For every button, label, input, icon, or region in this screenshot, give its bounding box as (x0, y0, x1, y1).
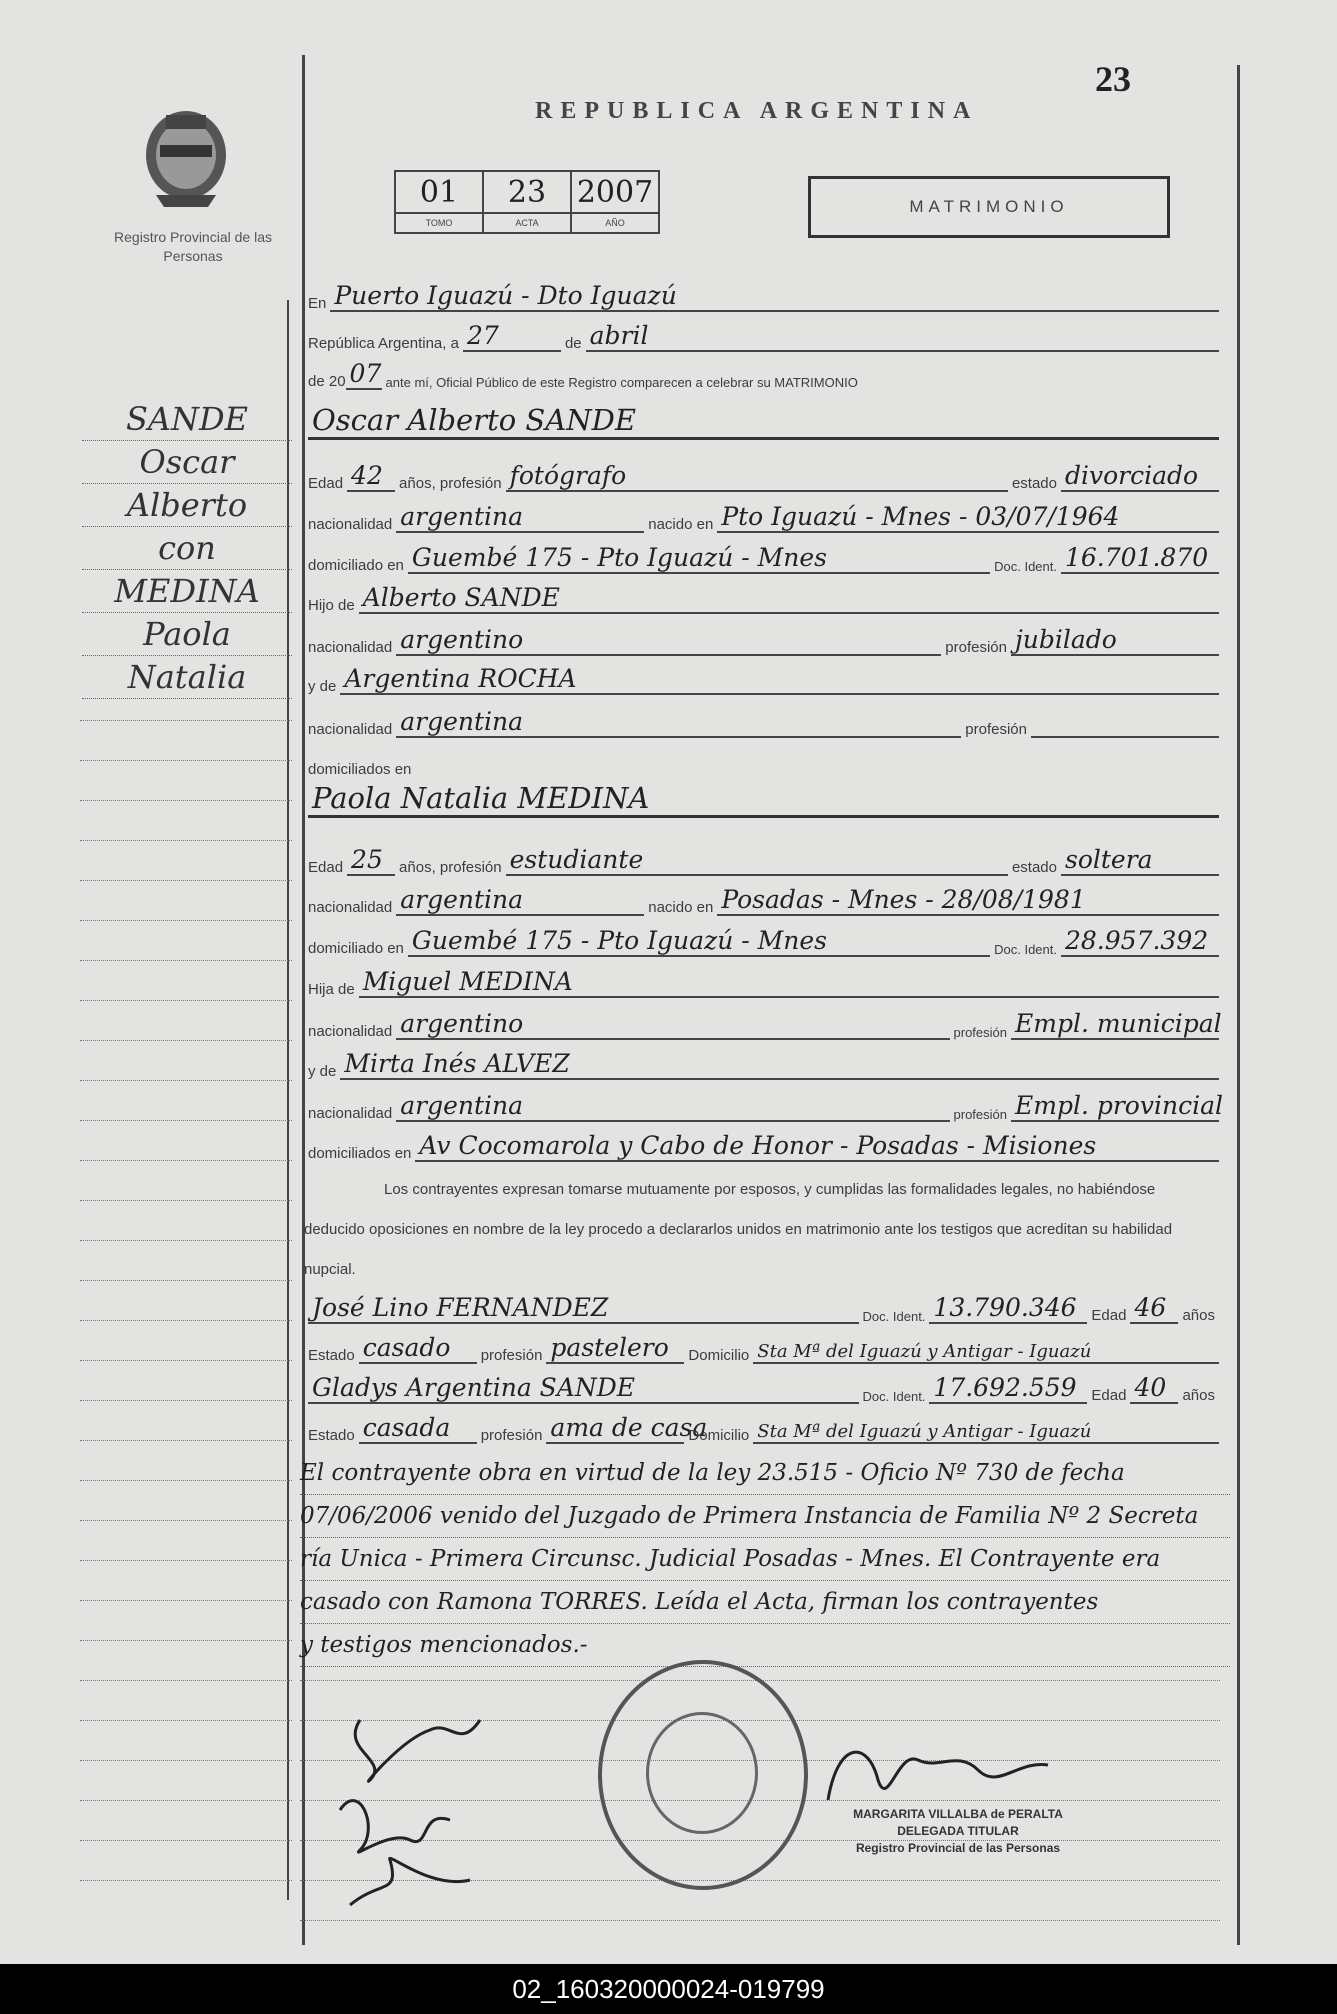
groom-domicile: Guembé 175 - Pto Iguazú - Mnes (408, 543, 990, 574)
witness1-domicile: Sta Mª del Iguazú y Antigar - Iguazú (753, 1341, 1219, 1364)
estado-label: Estado (308, 1427, 355, 1444)
officer-signature (808, 1720, 1068, 1820)
estado-label: Estado (308, 1347, 355, 1364)
note-line: ría Unica - Primera Circunsc. Judicial Posadas - Mnes. El Contrayente era (300, 1538, 1230, 1581)
edad-label: Edad (308, 859, 344, 876)
witness1-age: 46 (1130, 1293, 1178, 1324)
margin-names (82, 398, 292, 699)
month-value: abril (586, 321, 1219, 352)
hijo-label: Hijo de (308, 597, 355, 614)
acta-value: 23 (483, 171, 571, 213)
anos-label: años (1182, 1307, 1215, 1324)
nacionalidad-label: nacionalidad (308, 639, 393, 656)
place-value: Puerto Iguazú - Dto Iguazú (330, 281, 1219, 312)
margin-rule (80, 1480, 292, 1481)
margin-rule (80, 1200, 292, 1201)
nacido-label: nacido en (648, 516, 714, 533)
bride-domicile-row (308, 927, 1219, 957)
officer-stamp (828, 1806, 1088, 1857)
republica-label: República Argentina, a (308, 335, 459, 352)
groom-mother-row (308, 665, 1219, 695)
de-label: de (564, 335, 582, 352)
bride-father-profession: Empl. municipal (1011, 1009, 1219, 1040)
witness1-doc: 13.790.346 (929, 1293, 1087, 1324)
margin-rule (80, 1160, 292, 1161)
groom-father-nat-row (308, 626, 1219, 656)
bride-mother: Mirta Inés ALVEZ (340, 1049, 1219, 1080)
profesion-label: profesión (953, 1025, 1007, 1040)
groom-profession: fotógrafo (506, 461, 1008, 492)
bride-nationality-row (308, 886, 1219, 916)
margin-name-line: Alberto (82, 484, 292, 527)
year-prefix: de 20 (308, 373, 346, 390)
margin-rule (80, 1240, 292, 1241)
coat-of-arms-icon (138, 105, 234, 213)
domiciliado-label: domiciliado en (308, 940, 404, 957)
country-title: REPUBLICA ARGENTINA (535, 98, 979, 124)
bride-nationality: argentina (396, 885, 644, 916)
bride-mother-row (308, 1050, 1219, 1080)
nacionalidad-label: nacionalidad (308, 899, 393, 916)
date-row (308, 322, 1219, 352)
groom-name: Oscar Alberto SANDE (308, 403, 1219, 440)
anos-profesion-label: años, profesión (399, 475, 502, 492)
bride-birthplace: Posadas - Mnes - 28/08/1981 (717, 885, 1219, 916)
margin-rule (80, 1760, 292, 1761)
domiciliados-label: domiciliados en (308, 1145, 412, 1162)
domicilio-label: Domicilio (688, 1427, 750, 1444)
groom-mother-profession (1031, 736, 1219, 738)
groom-name-row (308, 403, 1219, 440)
party-signatures (300, 1680, 600, 1920)
groom-nationality-row (308, 503, 1219, 533)
page-number: 23 (1095, 59, 1131, 99)
margin-name-line: SANDE (82, 398, 292, 441)
record-type-box: MATRIMONIO (808, 176, 1170, 238)
profesion-label: profesión (480, 1347, 543, 1364)
right-border (1237, 65, 1240, 1945)
margin-rule (80, 1080, 292, 1081)
nacido-label: nacido en (648, 899, 714, 916)
groom-age-row (308, 462, 1219, 492)
bride-profession: estudiante (506, 845, 1008, 876)
edad-label: Edad (308, 475, 344, 492)
body-rule (300, 1920, 1220, 1921)
hija-label: Hija de (308, 981, 355, 998)
witness2-doc: 17.692.559 (929, 1373, 1087, 1404)
groom-doc: 16.701.870 (1061, 543, 1219, 574)
groom-nationality: argentina (396, 502, 644, 533)
year-value: 07 (346, 359, 382, 390)
profesion-label: profesión (480, 1427, 543, 1444)
margin-rule (80, 880, 292, 881)
groom-father: Alberto SANDE (359, 583, 1219, 614)
margin-name-line: con (82, 527, 292, 570)
bride-domicile: Guembé 175 - Pto Iguazú - Mnes (408, 926, 990, 957)
groom-father-nationality: argentino (396, 625, 941, 656)
bride-status: soltera (1061, 845, 1219, 876)
nacionalidad-label: nacionalidad (308, 516, 393, 533)
margin-rule (80, 1120, 292, 1121)
anio-value: 2007 (571, 171, 659, 213)
bride-mother-nat-row (308, 1091, 1223, 1122)
edad-label: Edad (1091, 1307, 1127, 1324)
margin-rule (80, 1520, 292, 1521)
edad-label: Edad (1091, 1387, 1127, 1404)
year-row (308, 360, 1219, 390)
witness1-status: casado (359, 1333, 477, 1364)
groom-mother-nat-row (308, 708, 1219, 738)
seal-emblem-icon (646, 1712, 758, 1834)
registry-name: Registro Provincial de las Personas (114, 229, 272, 264)
doc-label: Doc. Ident. (994, 559, 1057, 574)
official-seal (598, 1660, 808, 1890)
handwritten-notes (300, 1452, 1230, 1667)
bride-age: 25 (347, 845, 395, 876)
profesion-label: profesión (945, 639, 1007, 656)
note-line: y testigos mencionados.- (300, 1624, 1230, 1667)
groom-parents-domicile-row (308, 748, 1219, 778)
groom-birthplace: Pto Iguazú - Mnes - 03/07/1964 (717, 502, 1219, 533)
margin-rule (80, 1880, 292, 1881)
anos-profesion-label: años, profesión (399, 859, 502, 876)
bride-parents-domicile: Av Cocomarola y Cabo de Honor - Posadas - Misiones (415, 1131, 1219, 1162)
witness2-profession: ama de casa (546, 1413, 684, 1444)
groom-mother-nationality: argentina (396, 707, 961, 738)
witness2-status: casada (359, 1413, 477, 1444)
groom-father-profession: jubilado (1011, 625, 1219, 656)
margin-rule (80, 1720, 292, 1721)
margin-rule (80, 1440, 292, 1441)
tomo-value: 01 (395, 171, 483, 213)
margin-rule (80, 1400, 292, 1401)
tomo-label: TOMO (395, 213, 483, 233)
margin-rule (80, 960, 292, 961)
note-line: 07/06/2006 venido del Juzgado de Primera Instancia de Familia Nº 2 Secreta (300, 1495, 1230, 1538)
margin-rule (80, 1840, 292, 1841)
doc-label: Doc. Ident. (862, 1389, 926, 1404)
bride-father-nationality: argentino (396, 1009, 949, 1040)
anio-label: AÑO (571, 213, 659, 233)
margin-rule (80, 1320, 292, 1321)
day-value: 27 (463, 321, 561, 352)
estado-label: estado (1011, 475, 1057, 492)
note-line: El contrayente obra en virtud de la ley 23.515 - Oficio Nº 730 de fecha (300, 1452, 1230, 1495)
intro-tail: ante mí, Oficial Público de este Registro comparecen a celebrar su MATRIMONIO (385, 375, 858, 390)
estado-label: estado (1011, 859, 1057, 876)
nacionalidad-label: nacionalidad (308, 1023, 393, 1040)
groom-mother: Argentina ROCHA (340, 664, 1219, 695)
witness2-age: 40 (1130, 1373, 1178, 1404)
nacionalidad-label: nacionalidad (308, 721, 393, 738)
groom-age: 42 (347, 461, 395, 492)
y-de-label: y de (308, 1063, 337, 1080)
officer-name: MARGARITA VILLALBA de PERALTA (853, 1807, 1063, 1821)
en-label: En (308, 295, 327, 312)
margin-rule (80, 840, 292, 841)
profesion-label: profesión (965, 721, 1027, 738)
margin-rule (80, 720, 292, 721)
domiciliados-label: domiciliados en (308, 761, 412, 778)
doc-label: Doc. Ident. (862, 1309, 926, 1324)
image-id-footer: 02_160320000024-019799 (0, 1964, 1337, 2014)
margin-rule (80, 1280, 292, 1281)
margin-rule (80, 1600, 292, 1601)
profesion-label: profesión (953, 1107, 1007, 1122)
witness1-status-row (308, 1334, 1219, 1364)
margin-name-line: Natalia (82, 656, 292, 699)
officer-registry: Registro Provincial de las Personas (855, 1841, 1061, 1855)
margin-rule (80, 760, 292, 761)
officer-role: DELEGADA TITULAR (897, 1824, 1019, 1838)
witness2-domicile: Sta Mª del Iguazú y Antigar - Iguazú (753, 1421, 1219, 1444)
bride-parents-domicile-row (308, 1132, 1219, 1162)
margin-rule (80, 920, 292, 921)
groom-status: divorciado (1061, 461, 1219, 492)
domicilio-label: Domicilio (688, 1347, 750, 1364)
margin-rule (80, 1800, 292, 1801)
domiciliado-label: domiciliado en (308, 557, 404, 574)
margin-rule (80, 1040, 292, 1041)
margin-rule (80, 1680, 292, 1681)
y-de-label: y de (308, 678, 337, 695)
margin-rule (80, 1360, 292, 1361)
witness1-name: José Lino FERNANDEZ (308, 1293, 859, 1324)
margin-name-line: Oscar (82, 441, 292, 484)
bride-father-row (308, 968, 1219, 998)
margin-rule (80, 1560, 292, 1561)
margin-rule (80, 800, 292, 801)
witness1-row (308, 1294, 1219, 1324)
witness2-status-row (308, 1414, 1219, 1444)
record-number-box (394, 170, 660, 234)
bride-doc: 28.957.392 (1061, 926, 1219, 957)
bride-name: Paola Natalia MEDINA (308, 781, 1219, 818)
bride-age-row (308, 846, 1219, 876)
note-line: casado con Ramona TORRES. Leída el Acta, firman los contrayentes (300, 1581, 1230, 1624)
witness1-profession: pastelero (546, 1333, 684, 1364)
place-row (308, 282, 1219, 312)
margin-rule (80, 1640, 292, 1641)
margin-rule (80, 1000, 292, 1001)
margin-name-line: MEDINA (82, 570, 292, 613)
anos-label: años (1182, 1387, 1215, 1404)
acta-label: ACTA (483, 213, 571, 233)
bride-mother-nationality: argentina (396, 1091, 949, 1122)
nacionalidad-label: nacionalidad (308, 1105, 393, 1122)
witness2-name: Gladys Argentina SANDE (308, 1373, 859, 1404)
groom-father-row (308, 584, 1219, 614)
doc-label: Doc. Ident. (994, 942, 1057, 957)
bride-mother-profession: Empl. provincial (1011, 1091, 1219, 1122)
witness2-row (308, 1374, 1219, 1404)
bride-father-nat-row (308, 1009, 1222, 1040)
bride-father: Miguel MEDINA (359, 967, 1219, 998)
bride-name-row (308, 781, 1219, 818)
groom-domicile-row (308, 544, 1219, 574)
margin-name-line: Paola (82, 613, 292, 656)
declaration-text: Los contrayentes expresan tomarse mutuamente por esposos, y cumplidas las formalidades legales, no habiéndose deducido oposiciones en nombre de la ley procedo a declararlos unidos en matrimonio ante los testigos que acreditan su habilidad nupcial. (304, 1181, 1173, 1278)
